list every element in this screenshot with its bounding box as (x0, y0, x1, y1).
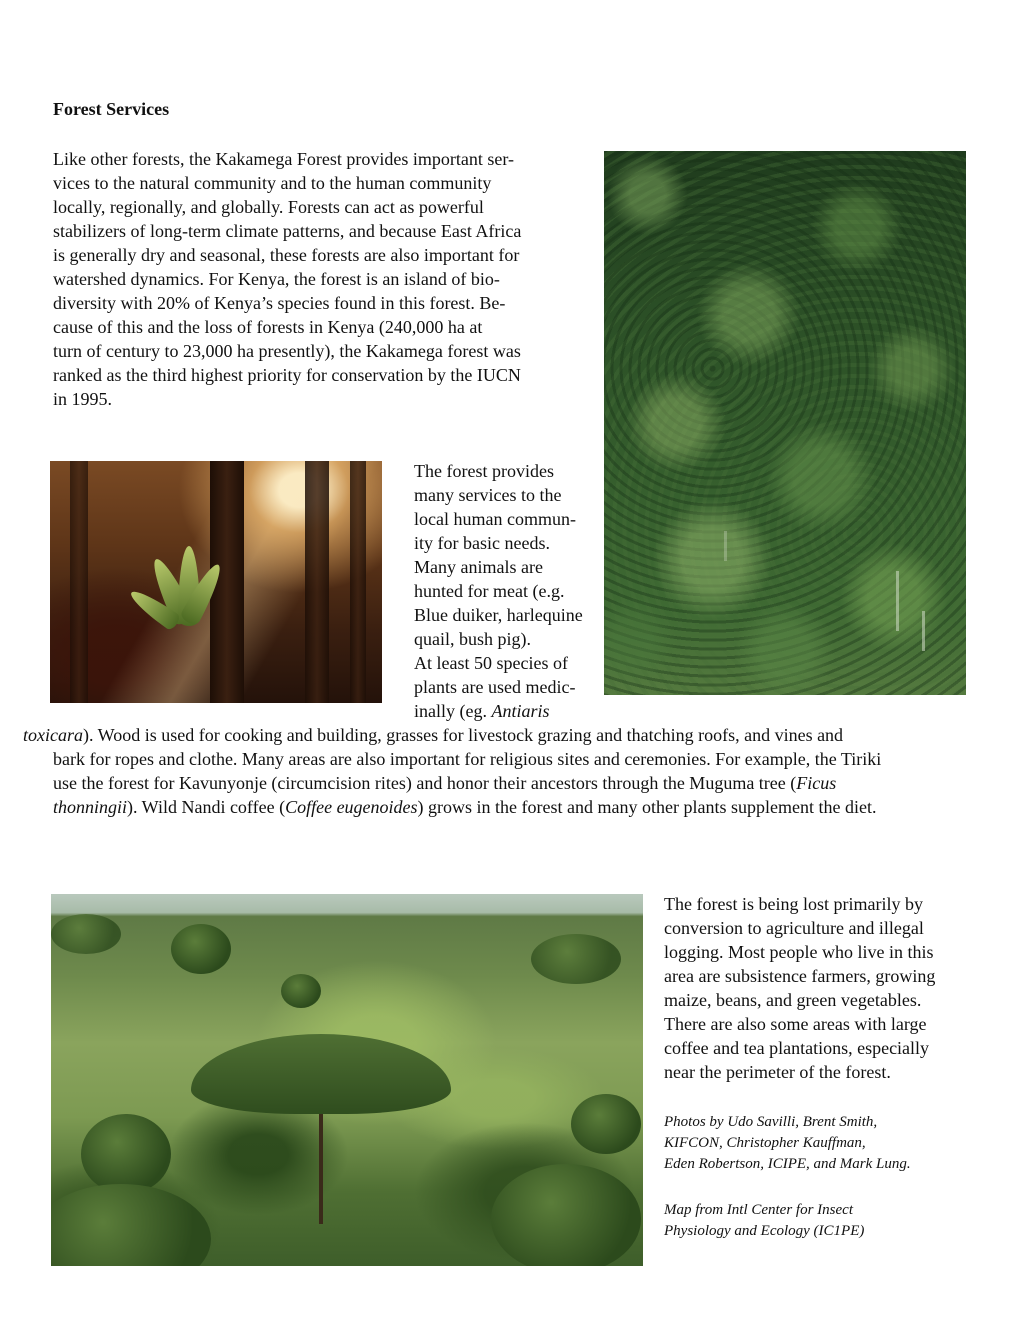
species-name: Coffee eugenoides (285, 797, 418, 817)
credit-line: Map from Intl Center for Insect (664, 1202, 854, 1218)
forest-loss-paragraph (664, 892, 935, 1084)
intro-line: locally, regionally, and globally. Forests can act as powerful (53, 197, 484, 217)
loss-line: The forest is being lost primarily by (664, 894, 923, 914)
services-line: At least 50 species of (414, 653, 568, 673)
intro-line: stabilizers of long-term climate patterns, and because East Africa (53, 221, 522, 241)
continuation-line: bark for ropes and clothe. Many areas are also important for religious sites and ceremonies. For example, the Tiriki (53, 749, 882, 769)
intro-line: vices to the natural community and to the human community (53, 173, 492, 193)
services-line (414, 699, 583, 723)
loss-line: near the perimeter of the forest. (664, 1062, 891, 1082)
intro-paragraph (53, 147, 521, 411)
services-line: Blue duiker, harlequine (414, 605, 583, 625)
species-name: toxicara (23, 725, 83, 745)
sunlit-forest-photo (50, 461, 382, 703)
loss-line: maize, beans, and green vegetables. (664, 990, 922, 1010)
services-line: hunted for meat (e.g. (414, 581, 565, 601)
services-line-text: inally (eg. (414, 701, 492, 721)
forest-canopy-photo (604, 151, 966, 695)
loss-line: logging. Most people who live in this (664, 942, 934, 962)
credit-line: Photos by Udo Savilli, Brent Smith, (664, 1114, 878, 1130)
services-line: plants are used medic- (414, 677, 576, 697)
credit-line: Physiology and Ecology (IC1PE) (664, 1223, 865, 1239)
photo-credits (664, 1112, 911, 1175)
services-line: The forest provides (414, 461, 554, 481)
credit-line: Eden Robertson, ICIPE, and Mark Lung. (664, 1156, 911, 1172)
section-heading: Forest Services (53, 99, 170, 119)
loss-line: coffee and tea plantations, especially (664, 1038, 930, 1058)
services-line: local human commun- (414, 509, 576, 529)
intro-line: cause of this and the loss of forests in Kenya (240,000 ha at (53, 317, 483, 337)
loss-line: There are also some areas with large (664, 1014, 927, 1034)
species-name: Antiaris (491, 701, 550, 721)
farmland-landscape-photo (51, 894, 643, 1266)
line-text: ) grows in the forest and many other plants supplement the diet. (417, 797, 877, 817)
services-line: many services to the (414, 485, 562, 505)
services-paragraph (414, 459, 583, 723)
line-text: use the forest for Kavunyonje (circumcision rites) and honor their ancestors through the Muguma tree ( (53, 773, 797, 793)
services-line: ity for basic needs. (414, 533, 550, 553)
continuation-line (53, 771, 881, 795)
line-text: ). Wood is used for cooking and building, grasses for livestock grazing and thatching roofs, and vines and (83, 725, 844, 745)
loss-line: area are subsistence farmers, growing (664, 966, 936, 986)
services-line: Many animals are (414, 557, 543, 577)
intro-line: turn of century to 23,000 ha presently), the Kakamega forest was (53, 341, 521, 361)
services-continuation-body (53, 747, 881, 819)
intro-line: Like other forests, the Kakamega Forest provides important ser- (53, 149, 515, 169)
line-text: ). Wild Nandi coffee ( (127, 797, 286, 817)
intro-line: watershed dynamics. For Kenya, the forest is an island of bio- (53, 269, 500, 289)
credit-line: KIFCON, Christopher Kauffman, (664, 1135, 866, 1151)
intro-line: ranked as the third highest priority for conservation by the IUCN (53, 365, 521, 385)
species-name: thonningii (53, 797, 128, 817)
services-continuation (23, 723, 843, 747)
loss-line: conversion to agriculture and illegal (664, 918, 924, 938)
species-name: Ficus (796, 773, 837, 793)
continuation-line (53, 795, 881, 819)
services-line: quail, bush pig). (414, 629, 531, 649)
intro-line: is generally dry and seasonal, these forests are also important for (53, 245, 520, 265)
continuation-line (23, 723, 843, 747)
map-credits (664, 1200, 864, 1242)
intro-line: diversity with 20% of Kenya’s species found in this forest. Be- (53, 293, 506, 313)
intro-line: in 1995. (53, 389, 113, 409)
